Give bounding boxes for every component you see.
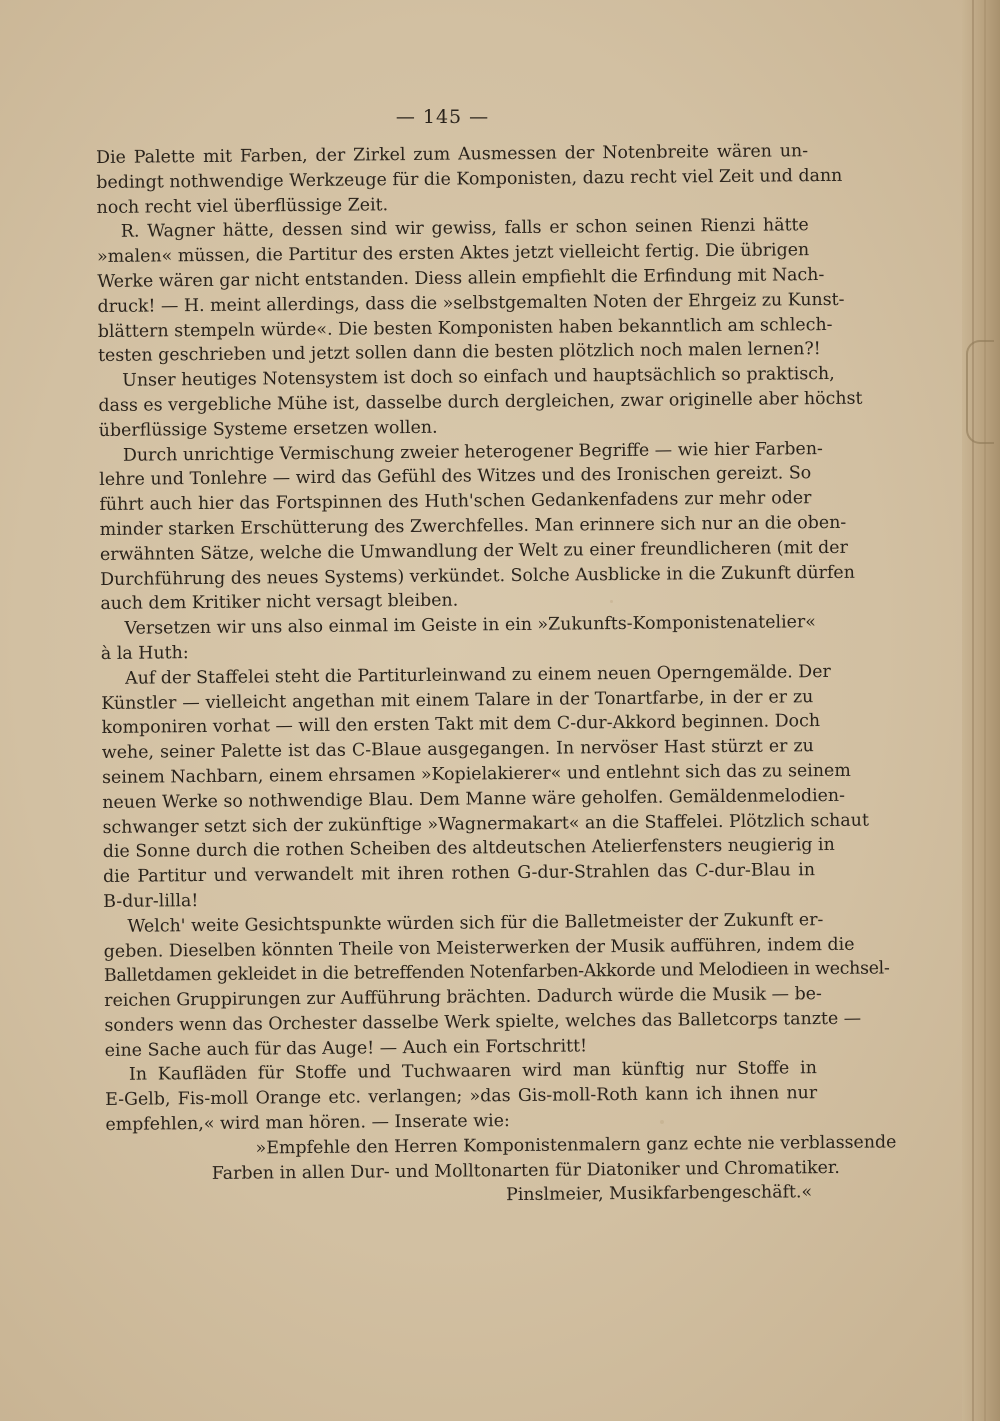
text-line: minder starken Erschütterung des Zwerchfelles. Man erinnere sich nur an die oben- — [99, 512, 847, 540]
page-edge-line — [972, 0, 974, 1421]
text-line: Künstler — vielleicht angethan mit einem Talare in der Tonartfarbe, in der er zu — [101, 686, 814, 714]
text-line: R. Wagner hätte, dessen sind wir gewiss, falls er schon seinen Rienzi hätte — [120, 215, 809, 243]
text-line: »Empfehle den Herren Komponistenmalern ganz echte nie verblassende — [255, 1132, 897, 1159]
text-line: erwähnten Sätze, welche die Umwandlung der Welt zu einer freundlicheren (mit der — [99, 537, 848, 565]
text-line: geben. Dieselben könnten Theile von Meisterwerken der Musik aufführen, indem die — [103, 934, 855, 962]
text-line: sonders wenn das Orchester dasselbe Werk spielte, welches das Balletcorps tanzte — — [104, 1008, 862, 1036]
text-line: die Partitur und verwandelt mit ihren rothen G-dur-Strahlen das C-dur-Blau in — [102, 860, 816, 888]
text-line: Werke wären gar nicht entstanden. Diess allein empfiehlt die Erfindung mit Nach- — [97, 264, 825, 292]
text-line: Unser heutiges Notensystem ist doch so einfach und hauptsächlich so praktisch, — [122, 364, 835, 391]
text-line: auch dem Kritiker nicht versagt bleiben. — [100, 590, 459, 615]
text-line: die Sonne durch die rothen Scheiben des altdeutschen Atelierfensters neugierig in — [102, 835, 835, 863]
page-number: — 145 — — [395, 106, 490, 128]
text-line: empfehlen,« wird man hören. — Inserate wie: — [105, 1111, 510, 1136]
text-line: wehe, seiner Palette ist das C-Blaue ausgegangen. In nervöser Hast stürzt er zu — [101, 736, 814, 764]
text-line: schwanger setzt sich der zukünftige »Wagnermakart« an die Staffelei. Plötzlich schaut — [102, 810, 869, 838]
text-line: Farben in allen Dur- und Molltonarten für Diatoniker und Chromatiker. — [211, 1157, 840, 1184]
text-line: Auf der Staffelei steht die Partiturleinwand zu einem neuen Operngemälde. Der — [125, 661, 831, 689]
text-line: E-Gelb, Fis-moll Orange etc. verlangen; »das Gis-moll-Roth kann ich ihnen nur — [105, 1083, 818, 1111]
page-edge-line — [984, 0, 986, 1421]
text-line: seinem Nachbarn, einem ehrsamen »Kopielakierer« und entlehnt sich das zu seinem — [101, 760, 851, 788]
binding-tab — [966, 340, 994, 444]
text-line: komponiren vorhat — will den ersten Takt mit dem C-dur-Akkord beginnen. Doch — [101, 711, 821, 739]
text-line: testen geschrieben und jetzt sollen dann die besten plötzlich noch malen lernen?! — [97, 339, 821, 367]
text-line: à la Huth: — [100, 643, 189, 664]
text-line: »malen« müssen, die Partitur des ersten Aktes jetzt vielleicht fertig. Die übrigen — [96, 240, 810, 268]
text-line: eine Sache auch für das Auge! — Auch ein Fortschritt! — [104, 1036, 588, 1061]
text-line: Pinslmeier, Musikfarbengeschäft.« — [505, 1182, 813, 1206]
text-line: blättern stempeln würde«. Die besten Komponisten haben bekanntlich am schlech- — [97, 314, 833, 342]
text-line: noch recht viel überflüssige Zeit. — [96, 194, 389, 218]
text-line: In Kaufläden für Stoffe und Tuchwaaren wird man künftig nur Stoffe in — [128, 1058, 817, 1086]
text-line: Balletdamen gekleidet in die betreffenden Notenfarben-Akkorde und Melodieen in wechsel- — [103, 958, 890, 987]
text-line: überflüssige Systeme ersetzen wollen. — [98, 417, 438, 441]
text-line: Die Palette mit Farben, der Zirkel zum Ausmessen der Notenbreite wären un- — [96, 141, 809, 168]
text-line: B-dur-lilla! — [103, 890, 199, 912]
text-line: lehre und Tonlehre — wird das Gefühl des Witzes und des Ironischen gereizt. So — [99, 463, 812, 491]
text-line: Durch unrichtige Vermischung zweier heterogener Begriffe — wie hier Farben- — [122, 438, 823, 466]
text-line: Welch' weite Gesichtspunkte würden sich für die Balletmeister der Zukunft er- — [127, 909, 824, 937]
text-line: druck! — H. meint allerdings, dass die »selbstgemalten Noten der Ehrgeiz zu Kunst- — [97, 289, 845, 317]
text-line: dass es vergebliche Mühe ist, dasselbe durch dergleichen, zwar originelle aber höchst — [98, 388, 863, 416]
text-line: reichen Gruppirungen zur Aufführung brächten. Dadurch würde die Musik — be- — [104, 984, 822, 1012]
text-line: neuen Werke so nothwendige Blau. Dem Manne wäre geholfen. Gemäldenmelodien- — [102, 785, 846, 813]
page-edge — [962, 0, 1000, 1421]
body-text — [96, 139, 897, 1212]
text-line: Versetzen wir uns also einmal im Geiste in ein »Zukunfts-Komponistenatelier« — [124, 612, 816, 639]
text-line: bedingt nothwendige Werkzeuge für die Komponisten, dazu recht viel Zeit und dann — [96, 165, 843, 193]
text-line: Durchführung des neues Systems) verkündet. Solche Ausblicke in die Zukunft dürfen — [100, 562, 855, 590]
text-line: führt auch hier das Fortspinnen des Huth'schen Gedankenfadens zur mehr oder — [99, 488, 812, 516]
